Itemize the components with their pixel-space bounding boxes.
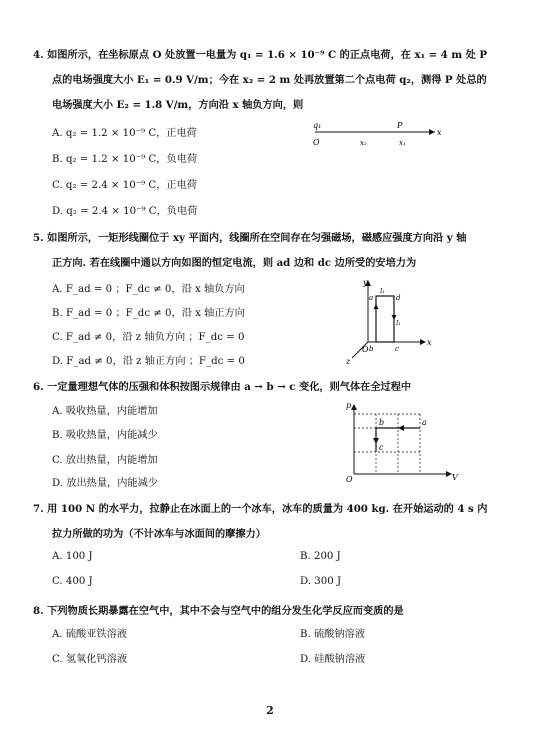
- q6-label-v: V: [452, 473, 458, 482]
- q6-arrow-ab: [398, 425, 404, 431]
- q5-option-d: D. F_ad ≠ 0，沿 z 轴正方向 ；F_dc = 0: [52, 356, 245, 367]
- q4-option-a: A. q₂ = 1.2 × 10⁻⁹ C，正电荷: [52, 128, 197, 139]
- q5-label-i1-right: I₁: [396, 320, 401, 327]
- q8-option-a: A. 硫酸亚铁溶液: [52, 629, 127, 640]
- q4-label-p: P: [397, 121, 403, 130]
- q6-option-c: C. 放出热量，内能增加: [52, 455, 158, 466]
- q5-label-o: O: [362, 345, 369, 354]
- q7-option-b: B. 200 J: [300, 551, 341, 562]
- q5-label-z: z: [346, 357, 351, 366]
- q5-label-x: x: [427, 338, 432, 347]
- q5-option-b: B. F_ad = 0 ；F_dc ≠ 0，沿 x 轴正方向: [52, 308, 245, 319]
- q5-figure: [342, 276, 432, 368]
- q4-label-x1: x₁: [399, 139, 406, 147]
- q4-stem-line3: 电场强度大小 E₂ = 1.8 V/m，方向沿 x 轴负方向，则: [52, 99, 304, 111]
- q6-option-d: D. 放出热量，内能减少: [52, 478, 158, 489]
- q5-x-arrow: [420, 339, 426, 345]
- q6-p-arrow: [351, 404, 357, 410]
- q8-option-b: B. 硫酸钠溶液: [300, 629, 365, 640]
- q4-option-b: B. q₂ = 1.2 × 10⁻⁹ C，负电荷: [52, 154, 198, 165]
- q6-label-a: a: [422, 418, 427, 427]
- q8-stem-line1: 8. 下列物质长期暴露在空气中，其中不会与空气中的组分发生化学反应而变质的是: [33, 605, 404, 617]
- q5-stem-line1: 5. 如图所示，一矩形线圈位于 xy 平面内，线圈所在空间存在匀强磁场，磁感应强度方向沿 y 轴: [33, 232, 467, 244]
- q6-figure: [342, 398, 462, 484]
- q7-stem-line1: 7. 用 100 N 的水平力，拉静止在冰面上的一个冰车，冰车的质量为 400 kg. 在开始运动的 4 s 内: [33, 503, 488, 515]
- q5-option-c: C. F_ad ≠ 0，沿 z 轴负方向 ；F_dc = 0: [52, 332, 245, 343]
- q6-label-p: p: [346, 401, 352, 410]
- q6-option-b: B. 吸收热量，内能减少: [52, 430, 158, 441]
- q4-axis-arrow: [429, 129, 435, 135]
- q4-option-c: C. q₂ = 2.4 × 10⁻⁹ C，正电荷: [52, 180, 197, 191]
- q5-label-a: a: [369, 294, 374, 302]
- q7-option-c: C. 400 J: [52, 576, 93, 587]
- q6-option-a: A. 吸收热量，内能增加: [52, 406, 158, 417]
- q5-option-a: A. F_ad = 0 ；F_dc ≠ 0，沿 x 轴负方向: [52, 284, 245, 295]
- q8-option-c: C. 氢氧化钙溶液: [52, 654, 128, 665]
- q4-stem-line1: 4. 如图所示，在坐标原点 O 处放置一电量为 q₁ = 1.6 × 10⁻⁹ C 的正点电荷，在 x₁ = 4 m 处 P: [33, 49, 488, 61]
- q5-label-i1-top: I₁: [380, 288, 385, 295]
- q4-option-d: D. q₂ = 2.4 × 10⁻⁹ C，负电荷: [52, 206, 198, 217]
- q5-label-y: y: [363, 278, 368, 287]
- q5-current-arrow-left: [374, 304, 379, 309]
- page-number: 2: [266, 704, 274, 717]
- q5-label-b: b: [369, 345, 374, 353]
- q5-stem-line2: 正方向. 若在线圈中通以方向如图的恒定电流，则 ad 边和 dc 边所受的安培力为: [52, 257, 417, 269]
- q5-label-c: c: [395, 345, 399, 353]
- q6-label-b: b: [379, 418, 385, 427]
- q6-label-o: O: [346, 475, 353, 484]
- q6-stem-line1: 6. 一定量理想气体的压强和体积按图示规律由 a → b → c 变化，则气体在全过程中: [33, 381, 412, 393]
- q7-stem-line2: 拉力所做的功为（不计冰车与冰面间的摩擦力）: [52, 528, 266, 540]
- q4-label-x2: x₂: [360, 139, 367, 147]
- q4-label-o: O: [313, 138, 320, 147]
- q7-option-d: D. 300 J: [300, 576, 342, 587]
- q6-label-c: c: [379, 443, 384, 452]
- q5-label-d: d: [396, 294, 401, 302]
- q4-figure: [305, 118, 445, 158]
- q8-option-d: D. 硅酸钠溶液: [300, 654, 366, 665]
- q7-option-a: A. 100 J: [52, 551, 93, 562]
- q4-stem-line2: 点的电场强度大小 E₁ = 0.9 V/m；今在 x₂ = 2 m 处再放置第二个点电荷 q₂，测得 P 处总的: [52, 74, 487, 86]
- q4-label-q1: q₁: [313, 121, 322, 130]
- q4-label-x: x: [437, 128, 442, 137]
- q5-coil: [376, 296, 394, 342]
